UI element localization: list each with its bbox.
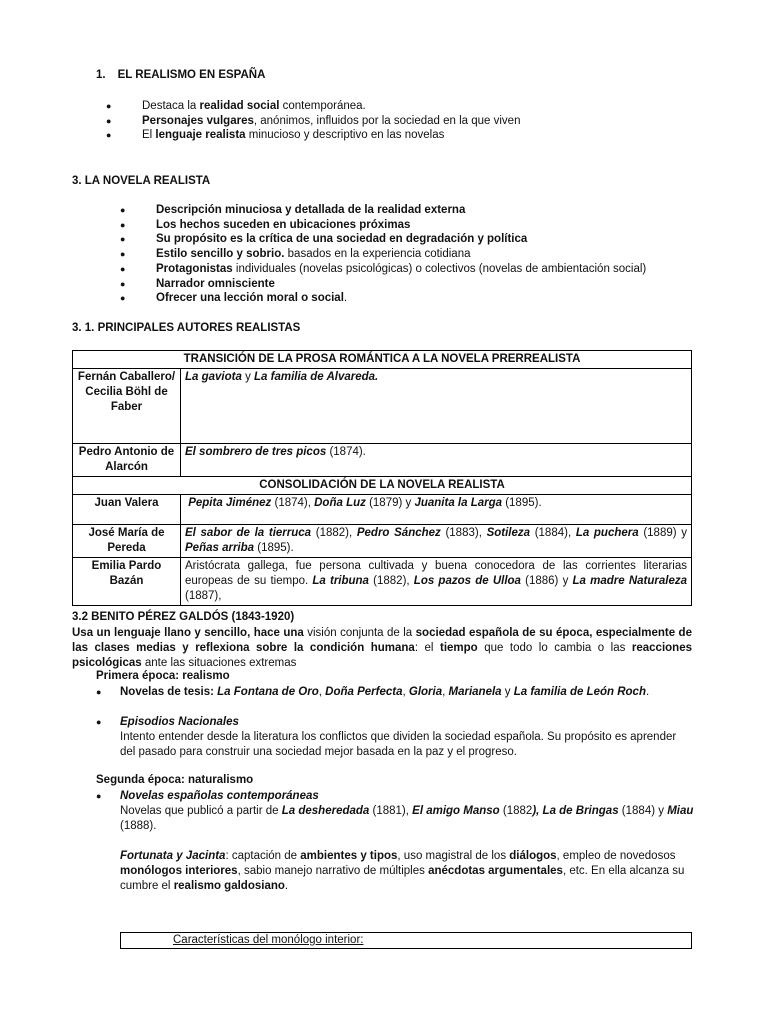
list-item: ● Episodios Nacionales: [120, 715, 239, 730]
list-item: ● Su propósito es la crítica de una sociedad en degradación y política: [156, 232, 646, 247]
author-cell: Pedro Antonio de Alarcón: [73, 444, 181, 477]
table-row: [73, 558, 692, 606]
list-item: ● Descripción minuciosa y detallada de la realidad externa: [156, 203, 646, 218]
works-cell: Aristócrata gallega, fue persona cultivada y buena conocedora de las corrientes literarias europeas de su tiempo. La tribuna (1882), Los pazos de Ulloa (1886) y La madre Naturaleza (1887),: [181, 558, 692, 606]
contemp-list: [120, 789, 319, 804]
fortunata-paragraph: Fortunata y Jacinta: captación de ambientes y tipos, uso magistral de los diálogos, empleo de novedosos monólogos interiores, sabio manejo narrativo de múltiples anécdotas argumentales, etc. En ella alcanza su cumbre el realismo galdosiano.: [120, 850, 685, 892]
list-item: ● Protagonistas individuales (novelas psicológicas) o colectivos (novelas de ambientación social): [156, 262, 646, 277]
table-section-header-transicion: TRANSICIÓN DE LA PROSA ROMÁNTICA A LA NOVELA PRERREALISTA: [73, 351, 692, 369]
table-section-header-consolidacion: CONSOLIDACIÓN DE LA NOVELA REALISTA: [73, 477, 692, 495]
table-row: [73, 495, 692, 525]
list-item: ● Narrador omnisciente: [156, 277, 646, 292]
epoch2-heading: Segunda época: naturalismo: [96, 774, 254, 786]
galdos-intro-paragraph: Usa un lenguaje llano y sencillo, hace una visión conjunta de la sociedad española de su época, especialmente de las clases medias y reflexiona sobre la condición humana: el tiempo que todo lo cambia o las reacciones psicológicas ante las situaciones extremas: [72, 627, 692, 669]
section1-heading: [96, 69, 265, 81]
section1-number: 1.: [96, 69, 106, 81]
list-item: ● Novelas españolas contemporáneas: [120, 789, 319, 804]
author-cell: Fernán Caballero/ Cecilia Böhl de Faber: [73, 369, 181, 444]
section32-title: 3.2 BENITO PÉREZ GALDÓS (1843-1920): [72, 611, 295, 623]
list-item: ● Novelas de tesis: La Fontana de Oro, Doña Perfecta, Gloria, Marianela y La familia de León Roch.: [120, 685, 649, 700]
section31-title: 3. 1. PRINCIPALES AUTORES REALISTAS: [72, 322, 301, 334]
authors-table: [72, 350, 692, 606]
monologo-box-label: Características del monólogo interior:: [173, 934, 364, 946]
list-item: ● Ofrecer una lección moral o social.: [156, 291, 646, 306]
works-cell: La gaviota y La familia de Alvareda.: [181, 369, 692, 444]
works-cell: El sombrero de tres picos (1874).: [181, 444, 692, 477]
section1-bullet-list: [142, 99, 520, 143]
author-cell: Emilia Pardo Bazán: [73, 558, 181, 606]
table-row: [73, 477, 692, 495]
epoch1-heading: Primera época: realismo: [96, 670, 230, 682]
table-row: [73, 444, 692, 477]
episodios-list: [120, 715, 239, 730]
section1-title: EL REALISMO EN ESPAÑA: [117, 69, 266, 81]
table-row: [73, 369, 692, 444]
table-row: [73, 351, 692, 369]
works-cell: Pepita Jiménez (1874), Doña Luz (1879) y Juanita la Larga (1895).: [181, 495, 692, 525]
author-cell: José María de Pereda: [73, 525, 181, 558]
list-item: ● Personajes vulgares, anónimos, influidos por la sociedad en la que viven: [142, 114, 520, 129]
list-item: ● Destaca la realidad social contemporánea.: [142, 99, 520, 114]
section3-bullet-list: [156, 203, 646, 306]
section3-title: 3. LA NOVELA REALISTA: [72, 175, 211, 187]
author-cell: Juan Valera: [73, 495, 181, 525]
list-item: ● El lenguaje realista minucioso y descriptivo en las novelas: [142, 128, 520, 143]
monologo-box: [120, 932, 692, 949]
list-item: ● Estilo sencillo y sobrio. basados en la experiencia cotidiana: [156, 247, 646, 262]
list-item: ● Los hechos suceden en ubicaciones próximas: [156, 218, 646, 233]
contemp-paragraph: Novelas que publicó a partir de La desheredada (1881), El amigo Manso (1882), La de Bringas (1884) y Miau (1888).: [120, 805, 694, 832]
works-cell: El sabor de la tierruca (1882), Pedro Sánchez (1883), Sotileza (1884), La puchera (1889) y Peñas arriba (1895).: [181, 525, 692, 558]
table-row: [73, 525, 692, 558]
tesis-list: [120, 685, 649, 700]
episodios-paragraph: Intento entender desde la literatura los conflictos que dividen la sociedad española. Su propósito es aprender del pasado para construir una sociedad mejor basada en la paz y el progreso.: [120, 731, 677, 758]
